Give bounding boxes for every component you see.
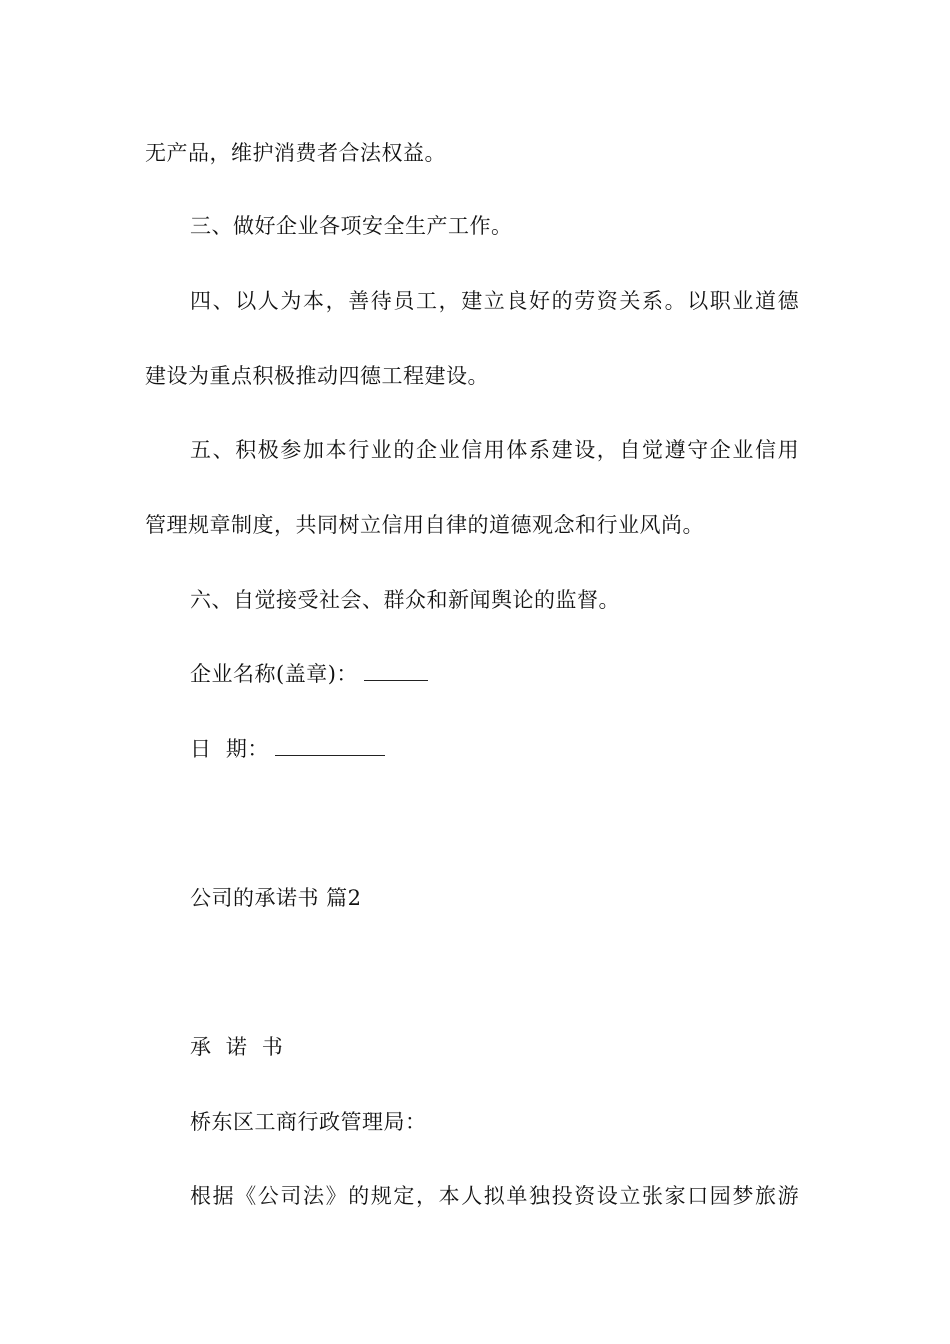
letter-recipient: 桥东区工商行政管理局：	[190, 1110, 427, 1134]
paragraph-line-5: 五、积极参加本行业的企业信用体系建设，自觉遵守企业信用	[190, 438, 801, 462]
company-name-blank	[364, 662, 428, 681]
company-signature-line	[190, 661, 428, 687]
paragraph-line-4: 建设为重点积极推动四德工程建设。	[145, 364, 489, 388]
paragraph-line-6: 管理规章制度，共同树立信用自律的道德观念和行业风尚。	[145, 513, 704, 537]
date-signature-line	[190, 736, 385, 762]
letter-body-line-1: 根据《公司法》的规定，本人拟单独投资设立张家口园梦旅游	[190, 1184, 801, 1208]
company-name-label: 企业名称(盖章)：	[190, 662, 358, 686]
section-title: 公司的承诺书 篇2	[190, 886, 362, 910]
paragraph-line-2: 三、做好企业各项安全生产工作。	[190, 214, 513, 238]
paragraph-line-7: 六、自觉接受社会、群众和新闻舆论的监督。	[190, 588, 620, 612]
paragraph-line-1: 无产品，维护消费者合法权益。	[145, 141, 446, 165]
letter-heading: 承 诺 书	[190, 1035, 284, 1059]
date-label: 日 期：	[190, 737, 269, 761]
paragraph-line-3: 四、以人为本，善待员工，建立良好的劳资关系。以职业道德	[190, 289, 801, 313]
date-blank	[275, 737, 385, 756]
